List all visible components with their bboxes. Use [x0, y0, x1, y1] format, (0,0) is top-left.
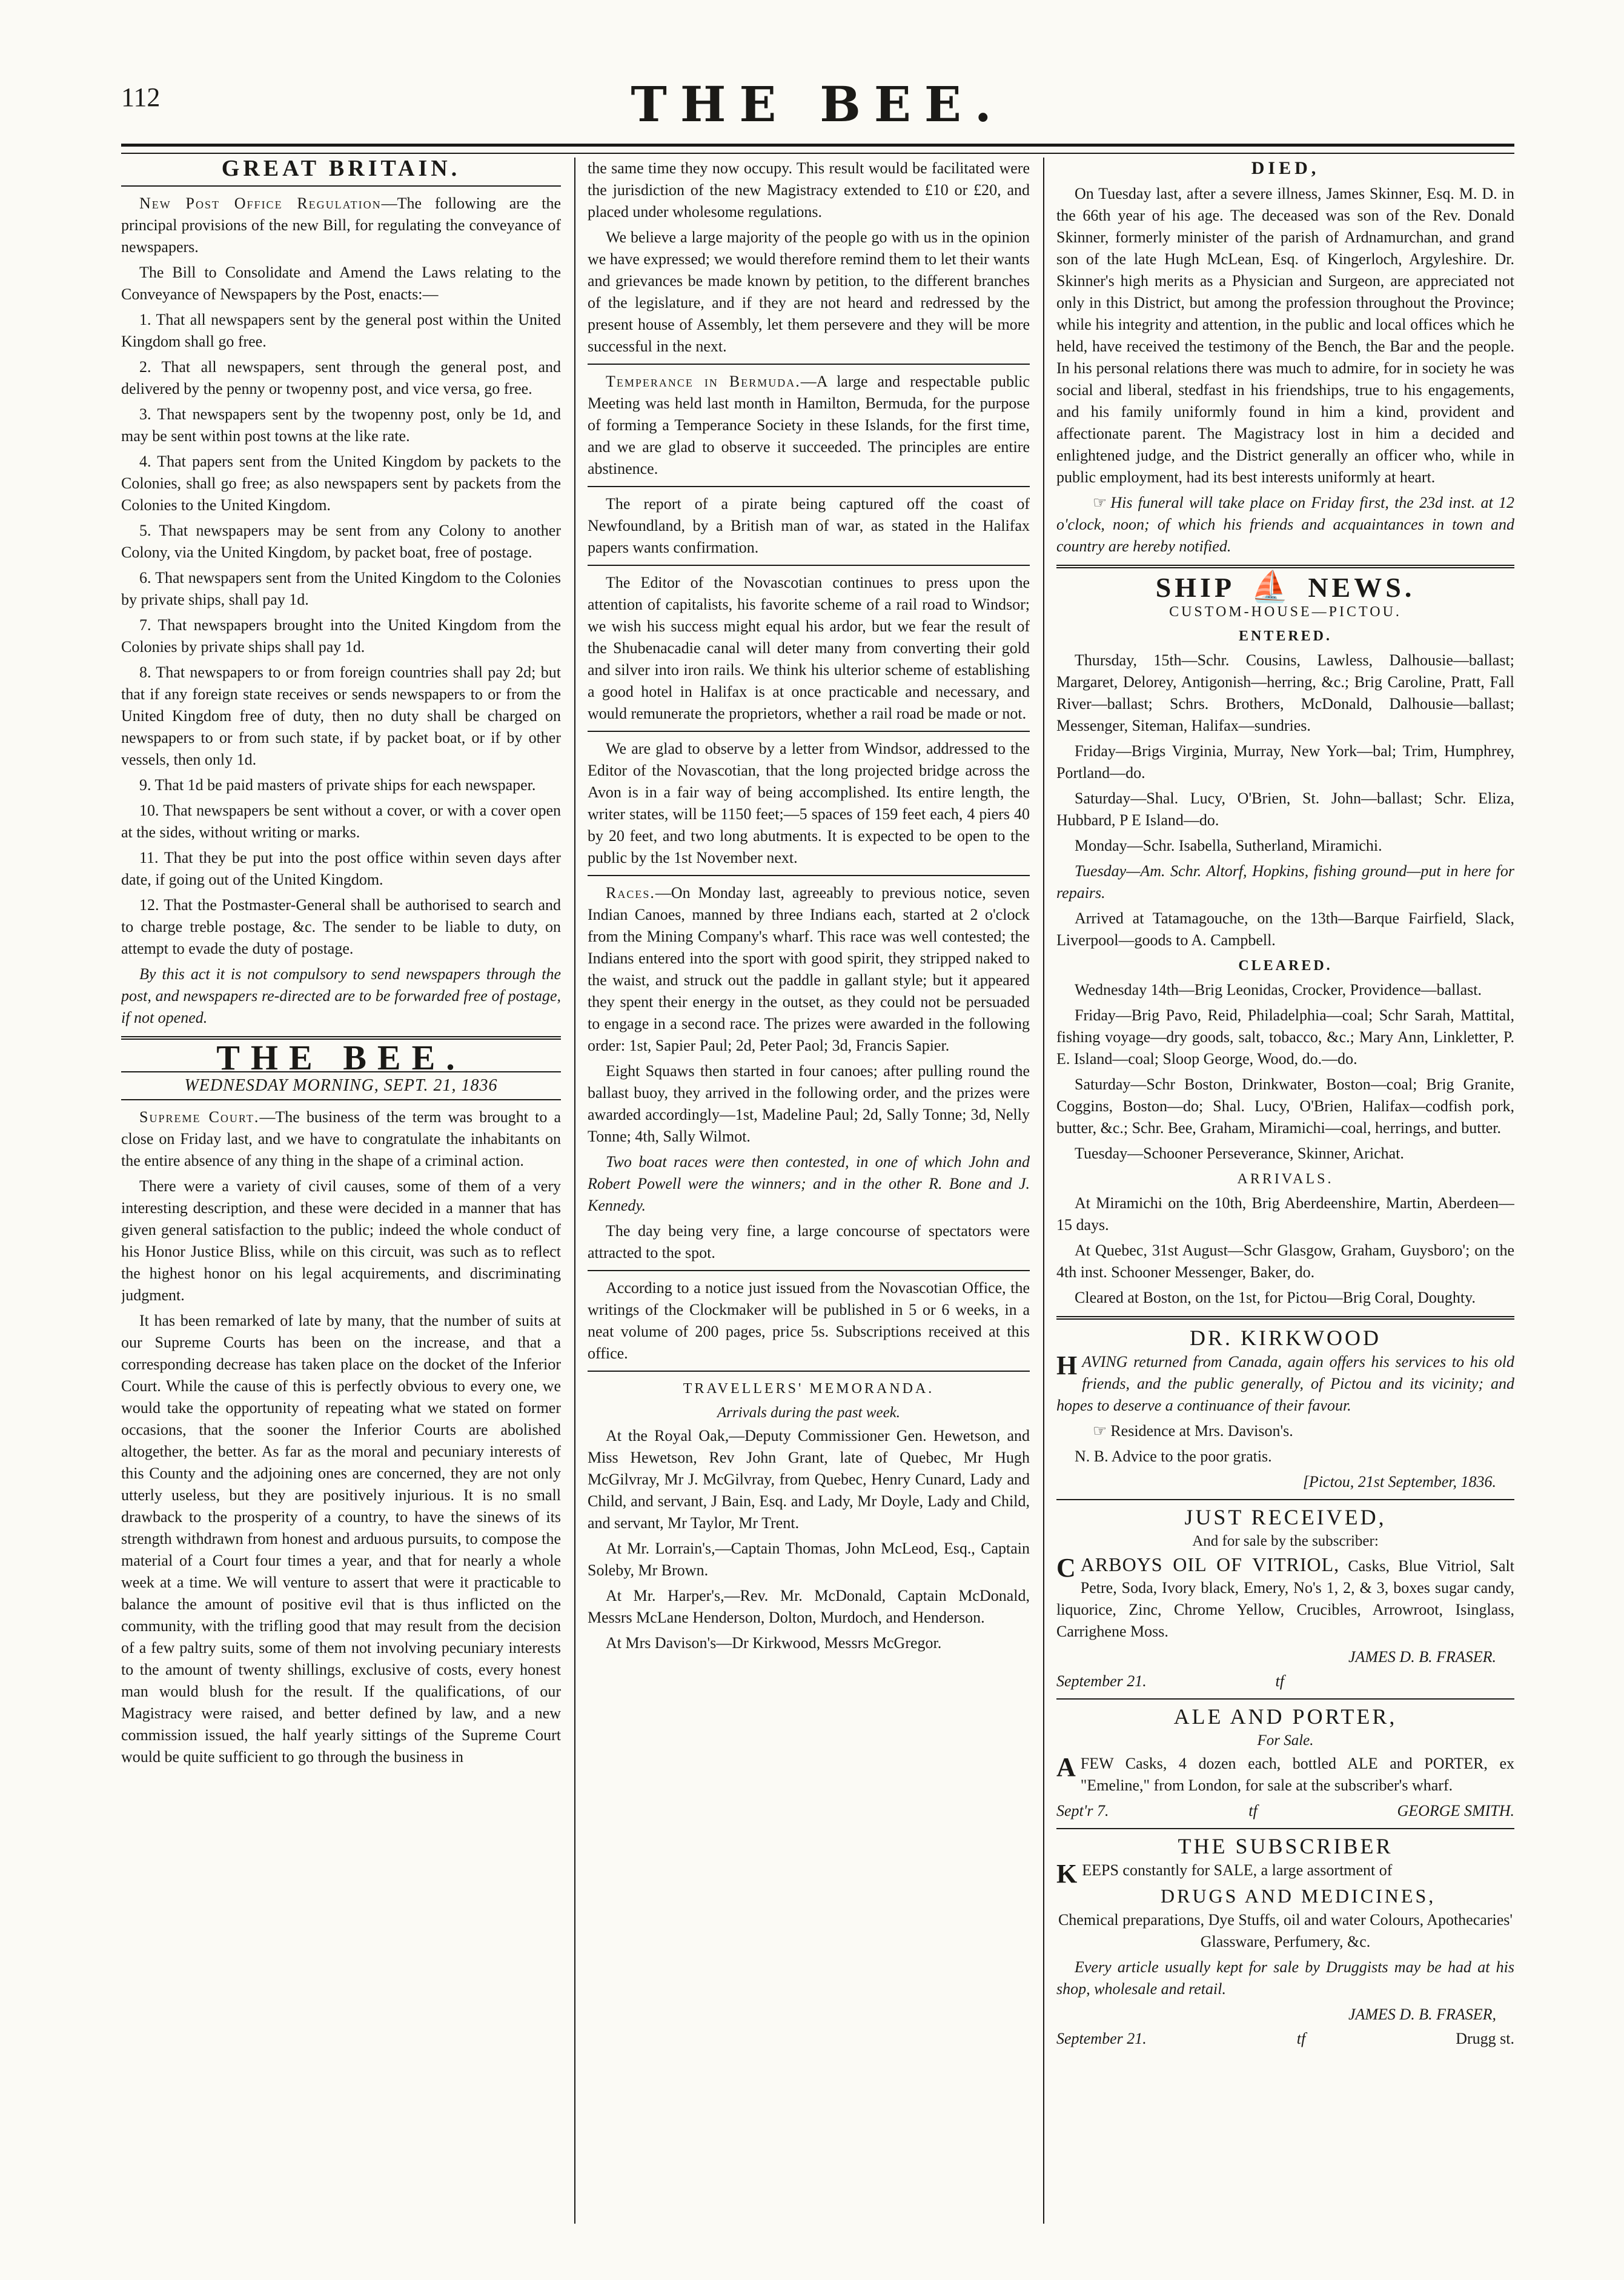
arrivals-heading: ARRIVALS.: [1237, 1171, 1334, 1187]
provision-item: 8. That newspapers to or from foreign countries shall pay 2d; but that if any foreign state receives or sends newspapers to or from the United Kingdom free of duty, then no duty shall be charged on newspapers to or from such state, if by packet boat, or if by other vessels, then only 1d.: [121, 663, 561, 768]
provision-item: 7. That newspapers brought into the United Kingdom from the Colonies by private ships shall pay 1d.: [121, 616, 561, 656]
divider: [588, 1270, 1030, 1271]
races-paragraph: Eight Squaws then started in four canoes; after pulling round the ballast buoy, they arrived in the following order, and the prizes were awarded accordingly—1st, Madeline Paul; 2d, Sally Tonne; 3d, Nelly Tonne; 4th, Sally Wilmot.: [588, 1062, 1030, 1145]
provision-item: 4. That papers sent from the United Kingdom by packets to the Colonies, shall go free; as also newspapers sent by packets from the Colonies to the United Kingdom.: [121, 453, 561, 514]
advert-date: September 21.: [1056, 1672, 1147, 1690]
advert-title: THE SUBSCRIBER: [1178, 1834, 1393, 1858]
provision-item: 12. That the Postmaster-General shall be authorised to search and to charge treble postage, &c. The sender to be liable to duty, on attempt to evade the duty of postage.: [121, 896, 561, 957]
article-paragraph: We believe a large majority of the people go with us in the opinion we have expressed; we would therefore remind them to let their wants and grievances be made known by petition, to the different branches of the legislature, and if they are not heard and redressed by the present house of Assembly, let them persevere and they will be more successful in the next.: [588, 228, 1030, 355]
races-text: —On Monday last, agreeably to previous notice, seven Indian Canoes, manned by three Indians each, started at 2 o'clock from the Mining Company's wharf. This race was well contested; the Indians entered into the sport with good spirit, they stripped naked to the waist, and struck out the paddle in gallant style; but it appeared they spent their energy in the outset, as they could not be persuaded to engage in a second race. The prizes were awarded in the following order: 1st, Sapier Paul; 2d, Peter Paol; 3d, Francis Sapier.: [588, 884, 1030, 1054]
advert-dateline: [1056, 1800, 1514, 1822]
pointing-hand-icon: ☞: [1093, 494, 1107, 511]
intro-lead: New Post Office Regulation: [139, 194, 382, 212]
arrival-entry: At Miramichi on the 10th, Brig Aberdeenshire, Martin, Aberdeen—15 days.: [1056, 1194, 1514, 1234]
subscriber-advert: [1056, 1835, 1514, 2050]
advert-subtitle: And for sale by the subscriber:: [1192, 1533, 1379, 1549]
provision-item: 3. That newspapers sent by the twopenny post, only be 1d, and may be sent within post towns at the like rate.: [121, 405, 561, 445]
residence-text: Residence at Mrs. Davison's.: [1110, 1422, 1293, 1440]
advert-dateline: [1056, 1670, 1514, 1692]
temperance-paragraph: [588, 371, 1030, 480]
custom-house-heading: CUSTOM-HOUSE—PICTOU.: [1169, 604, 1402, 620]
advert-body: [1056, 1554, 1514, 1643]
advert-role: Drugg st.: [1456, 2030, 1514, 2047]
bee-editorial-title: THE BEE.: [216, 1038, 466, 1077]
advert-date: [Pictou, 21st September, 1836.: [1302, 1473, 1496, 1491]
intro-text: —The following are the principal provisions of the new Bill, for regulating the conveyance of newspapers.: [121, 194, 561, 256]
ship-news-heading: [1056, 570, 1514, 603]
races-paragraph: Two boat races were then contested, in one of which John and Robert Powell were the winners; and in the other R. Bone and J. Kennedy.: [588, 1153, 1030, 1214]
column-divider: [574, 158, 575, 2224]
cleared-entry: Wednesday 14th—Brig Leonidas, Crocker, Providence—ballast.: [1075, 981, 1482, 999]
advert-text: AVING returned from Canada, again offers his services to his old friends, and the public generally, of Pictou and its vicinity; and hopes to deserve a continuance of their favour.: [1056, 1353, 1514, 1414]
advert-body: [1056, 1753, 1514, 1796]
provision-item: 1. That all newspapers sent by the general post within the United Kingdom shall go free.: [121, 311, 561, 350]
drop-cap: H: [1056, 1351, 1078, 1380]
masthead-rule: [121, 144, 1514, 154]
advert-body: [1056, 1351, 1514, 1417]
entered-entry: Thursday, 15th—Schr. Cousins, Lawless, Dalhousie—ballast; Margaret, Delorey, Antigonish—herring, &c.; Brig Caroline, Pratt, Fall River—ballast; Schrs. Brothers, McDonald, Dalhousie—ballast; Messenger, Siteman, Halifax—sundries.: [1056, 651, 1514, 734]
ship-news-right: NEWS.: [1308, 572, 1416, 603]
advert-residence: [1056, 1420, 1514, 1442]
kirkwood-advert: [1056, 1327, 1514, 1493]
masthead: [121, 76, 1514, 142]
advert-subtitle: For Sale.: [1257, 1732, 1314, 1749]
just-received-advert: [1056, 1506, 1514, 1692]
advert-title: ALE AND PORTER,: [1173, 1704, 1397, 1729]
funeral-notice: [1056, 492, 1514, 557]
advert-note: Every article usually kept for sale by Druggists may be had at his shop, wholesale and retail.: [1056, 1958, 1514, 1998]
divider: [1056, 1698, 1514, 1700]
double-rule: [1056, 1316, 1514, 1320]
entered-entry: Saturday—Shal. Lucy, O'Brien, St. John—ballast; Schr. Eliza, Hubbard, P E Island—do.: [1056, 789, 1514, 829]
died-title: DIED,: [1251, 158, 1320, 178]
entered-entry: Monday—Schr. Isabella, Sutherland, Miramichi.: [1075, 837, 1382, 854]
cleared-entry: Tuesday—Schooner Perseverance, Skinner, Arichat.: [1075, 1145, 1404, 1162]
court-paragraph: It has been remarked of late by many, that the number of suits at our Supreme Courts has been on the increase, and that a corresponding decrease has taken place on the docket of the Inferior Court. While the cause of this is perfectly obvious to every one, we would take the opportunity of repeating what we stated on former occasions, that the sooner the Inferior Courts are abolished altogether, the better. As far as the moral and pecuniary interests of this County and the adjoining ones are concerned, they are not only utterly useless, but they are positively injurious. It is no small drawback to the prosperity of a country, to have the sinews of its strength withdrawn from honest and arduous pursuits, to compose the material of a Court four times a year, and that for nearly a whole week at a time. We will venture to assert that were it practicable to balance the amount of positive evil that is thus inflicted on the community, with the trifling good that may result from the decision of a few paltry suits, some of them not involving pecuniary interests to the amount of twenty shillings, exclusive of costs, every honest man would blush for the result. If the qualifications, of our Magistracy were raised, and better defined by law, and a new commission issued, the half yearly sittings of the Supreme Court would be quite sufficient to go through the business in: [121, 1312, 561, 1766]
memoranda-entry: At Mrs Davison's—Dr Kirkwood, Messrs McGregor.: [606, 1634, 942, 1652]
advert-lead: EEPS constantly for SALE, a large assortment of: [1082, 1861, 1393, 1879]
divider: [588, 1371, 1030, 1372]
court-paragraph: There were a variety of civil causes, some of them of a very interesting description, and these were decided in a manner that has given general satisfaction to the public; indeed the whole conduct of his Honor Justice Bliss, while on this circuit, was such as to reflect the highest honor on his legal acquirements, and discriminating judgment.: [121, 1177, 561, 1304]
advert-title: JUST RECEIVED,: [1184, 1505, 1387, 1529]
section-title-great-britain: GREAT BRITAIN.: [221, 158, 461, 181]
article-paragraph: the same time they now occupy. This result would be facilitated were the jurisdiction of the new Magistracy extended to £10 or £20, and placed under wholesome regulations.: [588, 159, 1030, 221]
court-text: —The business of the term was brought to a close on Friday last, and we have to congratulate the inhabitants on the entire absence of any thing in the shape of a criminal action.: [121, 1108, 561, 1169]
drop-cap: A: [1056, 1752, 1076, 1782]
dateline: WEDNESDAY MORNING, SEPT. 21, 1836: [121, 1071, 561, 1100]
divider: [588, 565, 1030, 566]
drop-cap: C: [1056, 1553, 1076, 1583]
advert-signature: JAMES D. B. FRASER,: [1348, 2006, 1496, 2023]
advert-dateline: [1056, 2028, 1514, 2050]
divider: [588, 875, 1030, 876]
pointing-hand-icon: ☞: [1093, 1422, 1107, 1440]
clockmaker-paragraph: According to a notice just issued from the Novascotian Office, the writings of the Clockmaker will be published in 5 or 6 weeks, in a neat volume of 200 pages, price 5s. Subscriptions received at this office.: [588, 1279, 1030, 1362]
advert-signature: JAMES D. B. FRASER.: [1348, 1648, 1496, 1666]
entered-entry: Friday—Brigs Virginia, Murray, New York—bal; Trim, Humphrey, Portland—do.: [1056, 742, 1514, 782]
advert-title: DR. KIRKWOOD: [1190, 1326, 1381, 1350]
column-middle: [588, 158, 1030, 2224]
provision-item: 2. That all newspapers, sent through the general post, and delivered by the penny or twopenny post, and vice versa, go free.: [121, 358, 561, 397]
provision-item: 11. That they be put into the post office within seven days after date, if going out of the United Kingdom.: [121, 849, 561, 888]
column-divider: [1043, 158, 1044, 2224]
drop-cap: K: [1056, 1859, 1078, 1889]
obituary-paragraph: On Tuesday last, after a severe illness, James Skinner, Esq. M. D. in the 66th year of his age. The deceased was son of the Rev. Donald Skinner, formerly minister of the parish of Ardnamurchan, and grand son of the late Hugh McLean, Esq. of Kingerloch, Argyleshire. Dr. Skinner's high merits as a Physician and Surgeon, are appreciated not only in this District, but among the profession throughout the Province; while his integrity and attention, in the public and local offices which he held, have received the testimony of the Bench, the Bar and the people. In his personal relations there was much to admire, for in society he was social and liberal, stedfast in his friendships, true to his engagements, and his family uniformly found in him a kind, provident and affectionate parent. The Magistracy lost in him a decided and enlightened judge, and the District generally an officer who, while in public employment, had its best interests uniformly at heart.: [1056, 185, 1514, 486]
memoranda-subtitle: Arrivals during the past week.: [717, 1404, 901, 1421]
memoranda-entry: At Mr. Harper's,—Rev. Mr. McDonald, Captain McDonald, Messrs McLane Henderson, Dolton, Murdoch, and Henderson.: [588, 1587, 1030, 1626]
provision-item: 5. That newspapers may be sent from any Colony to another Colony, via the United Kingdom, by packet boat, free of postage.: [121, 522, 561, 561]
cleared-entry: Friday—Brig Pavo, Reid, Philadelphia—coal; Schr Sarah, Mattital, fishing voyage—dry goods, salt, tobacco, &c.; Mary Ann, Linkletter, P. E. Island—coal; Sloop George, Wood, do.—do.: [1056, 1006, 1514, 1068]
advert-text: Chemical preparations, Dye Stuffs, oil and water Colours, Apothecaries' Glassware, Perfumery, &c.: [1058, 1911, 1513, 1950]
advert-date: Sept'r 7.: [1056, 1802, 1109, 1820]
entered-entry: Tuesday—Am. Schr. Altorf, Hopkins, fishing ground—put in here for repairs.: [1056, 862, 1514, 902]
newspaper-page: [121, 76, 1514, 2233]
ship-news-left: SHIP: [1155, 572, 1236, 603]
intro-paragraph: [121, 193, 561, 258]
sailing-ship-icon: ⛵: [1251, 570, 1293, 603]
advert-lead: ARBOYS OIL OF VITRIOL,: [1080, 1554, 1340, 1575]
advert-tf: tf: [1275, 1672, 1284, 1690]
divider: [121, 185, 561, 187]
bill-provisions: [121, 309, 561, 960]
advert-text: FEW Casks, 4 dozen each, bottled ALE and PORTER, ex "Emeline," from London, for sale at the subscriber's wharf.: [1080, 1755, 1514, 1794]
provision-item: 9. That 1d be paid masters of private ships for each newspaper.: [139, 776, 536, 794]
bill-paragraph: The Bill to Consolidate and Amend the Laws relating to the Conveyance of Newspapers by the Post, enacts:—: [121, 264, 561, 303]
advert-date: September 21.: [1056, 2030, 1147, 2047]
page-number: 112: [121, 82, 161, 112]
ale-porter-advert: [1056, 1706, 1514, 1822]
provision-item: 10. That newspapers be sent without a cover, or with a cover open at the sides, without writing or marks.: [121, 802, 561, 841]
advert-body: [1056, 1859, 1514, 1889]
divider: [1056, 1828, 1514, 1829]
divider: [588, 364, 1030, 365]
advert-signature: GEORGE SMITH.: [1397, 1802, 1514, 1820]
entered-heading: ENTERED.: [1238, 628, 1333, 644]
column-right: [1056, 158, 1514, 2224]
advert-tf: tf: [1248, 1802, 1258, 1820]
divider: [588, 486, 1030, 487]
races-lead: Races.: [606, 884, 655, 902]
advert-text: Casks, Blue Vitriol, Salt Petre, Soda, Ivory black, Emery, No's 1, 2, & 3, boxes sugar candy, liquorice, Zinc, Chrome Yellow, Crucibles, Arrowroot, Isinglass, Carrighene Moss.: [1056, 1557, 1514, 1640]
closing-note: By this act it is not compulsory to send newspapers through the post, and newspapers re-directed are to be forwarded free of postage, if not opened.: [121, 965, 561, 1026]
arrival-entry: At Quebec, 31st August—Schr Glasgow, Graham, Guysboro'; on the 4th inst. Schooner Messenger, Baker, do.: [1056, 1241, 1514, 1281]
memoranda-title: TRAVELLERS' MEMORANDA.: [683, 1381, 935, 1397]
cleared-entry: Saturday—Schr Boston, Drinkwater, Boston—coal; Brig Granite, Coggins, Boston—do; Shal. Lucy, O'Brien, Halifax—codfish pork, butter, &c.; Schr. Bee, Graham, Miramichi—coal, herrings, and butter.: [1056, 1075, 1514, 1137]
arrival-entry: Cleared at Boston, on the 1st, for Pictou—Brig Coral, Doughty.: [1075, 1289, 1476, 1306]
double-rule: [1056, 565, 1514, 568]
court-lead: Supreme Court.: [139, 1108, 260, 1126]
railroad-paragraph: The Editor of the Novascotian continues to press upon the attention of capitalists, his favorite scheme of a rail road to Windsor; we wish his success might equal his ardor, but we fear the result of the Shubenacadie canal will deter many from converting their gold and silver into iron rails. We think his ulterior scheme of establishing a good hotel in Halifax is at once practicable and necessary, and would remunerate the proprietors, whether a rail road be made or not.: [588, 574, 1030, 722]
memoranda-entry: At Mr. Lorrain's,—Captain Thomas, John McLeod, Esq., Captain Soleby, Mr Brown.: [588, 1540, 1030, 1579]
advert-drugs: DRUGS AND MEDICINES,: [1160, 1885, 1436, 1907]
entered-entry: Arrived at Tatamagouche, on the 13th—Barque Fairfield, Slack, Liverpool—goods to A. Campbell.: [1056, 909, 1514, 949]
temperance-lead: Temperance in Bermuda.: [606, 373, 801, 390]
provision-item: 6. That newspapers sent from the United Kingdom to the Colonies by private ships, shall pay 1d.: [121, 569, 561, 608]
temperance-text: —A large and respectable public Meeting was held last month in Hamilton, Bermuda, for the purpose of forming a Temperance Society in these Islands, for the first time, and we are glad to observe it succeeded. The principles are entire abstinence.: [588, 373, 1030, 477]
advert-tf: tf: [1296, 2030, 1306, 2047]
court-paragraph: [121, 1106, 561, 1172]
divider: [588, 731, 1030, 732]
newspaper-title: THE BEE.: [631, 76, 1005, 133]
races-paragraph: The day being very fine, a large concourse of spectators were attracted to the spot.: [588, 1222, 1030, 1261]
advert-nb: N. B. Advice to the poor gratis.: [1075, 1447, 1272, 1465]
pirate-paragraph: The report of a pirate being captured off the coast of Newfoundland, by a British man of war, as stated in the Halifax papers wants confirmation.: [588, 495, 1030, 556]
memoranda-entry: At the Royal Oak,—Deputy Commissioner Gen. Hewetson, and Miss Hewetson, Rev John Grant, late of Quebec, Mr Hugh McGilvray, Mr J. McGilvray, from Quebec, Henry Cunard, Lady and Child, and servant, J Bain, Esq. and Lady, Mr Doyle, Lady and Child, and servant, Mr Taylor, Mr Trent.: [588, 1427, 1030, 1532]
column-left: [121, 158, 561, 2224]
funeral-text: His funeral will take place on Friday first, the 23d inst. at 12 o'clock, noon; of which his friends and acquaintances in town and country are hereby notified.: [1056, 494, 1514, 555]
cleared-heading: CLEARED.: [1238, 958, 1333, 974]
bridge-paragraph: We are glad to observe by a letter from Windsor, addressed to the Editor of the Novascotian, that the long projected bridge across the Avon is in a fair way of being accomplished. Its entire length, the writer states, will be 1150 feet;—5 spaces of 159 feet each, 4 piers 40 by 20 feet, and two long abutments. It is expected to be open to the public by the 1st November next.: [588, 740, 1030, 866]
divider: [1056, 1499, 1514, 1500]
races-paragraph: [588, 882, 1030, 1057]
